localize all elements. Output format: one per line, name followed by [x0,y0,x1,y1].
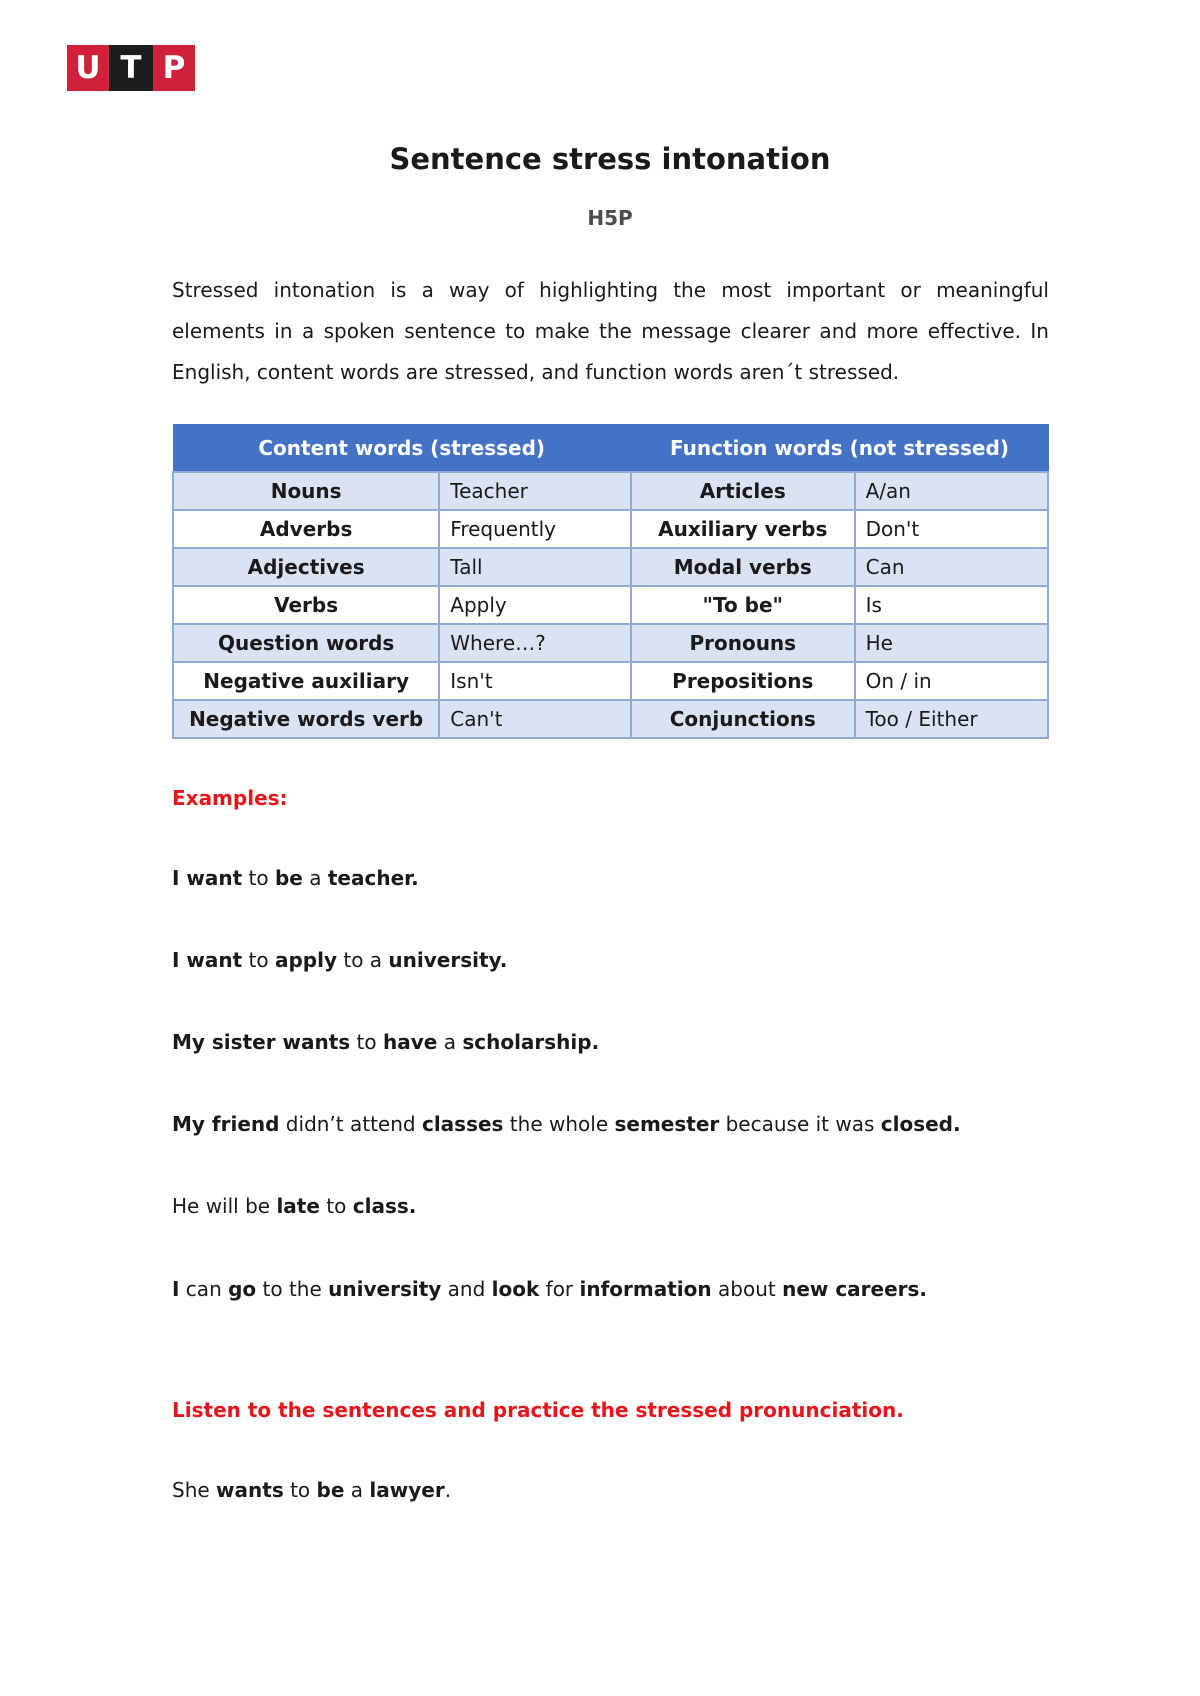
table-header-row [173,424,1048,472]
stressed-word: wants [216,1478,284,1502]
stressed-word: I want [172,866,243,890]
function-example-cell: Is [855,586,1048,624]
function-example-cell: Don't [855,510,1048,548]
stressed-word: look [491,1277,540,1301]
function-category-cell: Prepositions [631,662,855,700]
stressed-word: teacher. [327,866,419,890]
content-category-cell: Adverbs [173,510,439,548]
stressed-word: have [383,1030,438,1054]
example-sentence [172,1030,599,1054]
unstressed-word: the whole [503,1112,615,1136]
function-category-cell: Conjunctions [631,700,855,738]
unstressed-word: because it was [719,1112,881,1136]
function-example-cell: A/an [855,472,1048,510]
table-row [173,510,1048,548]
table-row [173,586,1048,624]
content-words-header: Content words (stressed) [173,424,631,472]
stressed-word: university [328,1277,442,1301]
examples-heading: Examples: [172,786,288,810]
content-category-cell: Negative auxiliary [173,662,439,700]
example-sentence [172,1194,416,1218]
content-example-cell: Can't [439,700,631,738]
unstressed-word: to a [337,948,389,972]
stressed-word: information [579,1277,712,1301]
stressed-word: classes [421,1112,504,1136]
unstressed-word: a [437,1030,463,1054]
example-sentence [172,948,507,972]
unstressed-word: to the [256,1277,329,1301]
content-category-cell: Adjectives [173,548,439,586]
table-row [173,548,1048,586]
unstressed-word: He will be [172,1194,277,1218]
unstressed-word: didn’t attend [279,1112,422,1136]
table-row [173,700,1048,738]
unstressed-word: to [283,1478,317,1502]
stressed-word: closed. [880,1112,961,1136]
function-category-cell: Modal verbs [631,548,855,586]
content-example-cell: Tall [439,548,631,586]
table-row [173,624,1048,662]
unstressed-word: to [350,1030,383,1054]
unstressed-word: to [319,1194,353,1218]
function-example-cell: Too / Either [855,700,1048,738]
unstressed-word: She [172,1478,217,1502]
function-category-cell: Articles [631,472,855,510]
stressed-word: My sister wants [172,1030,351,1054]
content-example-cell: Isn't [439,662,631,700]
logo-letter-p: P [153,45,195,91]
function-example-cell: He [855,624,1048,662]
stressed-word: lawyer [369,1478,445,1502]
stressed-word: new careers. [782,1277,928,1301]
unstressed-word: can [179,1277,229,1301]
content-category-cell: Nouns [173,472,439,510]
unstressed-word: . [444,1478,452,1502]
page-subtitle: H5P [587,206,633,230]
stressed-word: late [276,1194,320,1218]
stressed-word: apply [274,948,338,972]
example-sentence [172,1112,961,1136]
stressed-word: I [172,1277,180,1301]
stressed-word: be [274,866,303,890]
unstressed-word: to [242,866,275,890]
function-category-cell: Auxiliary verbs [631,510,855,548]
table-row [173,662,1048,700]
logo-letter-t: T [109,45,153,91]
unstressed-word: a [344,1478,370,1502]
content-category-cell: Verbs [173,586,439,624]
stressed-word: university. [388,948,508,972]
function-example-cell: Can [855,548,1048,586]
function-words-header: Function words (not stressed) [631,424,1048,472]
unstressed-word: and [441,1277,492,1301]
content-category-cell: Question words [173,624,439,662]
practice-sentence [172,1478,451,1502]
content-example-cell: Apply [439,586,631,624]
function-category-cell: "To be" [631,586,855,624]
stressed-word: class. [352,1194,417,1218]
content-example-cell: Where…? [439,624,631,662]
intro-paragraph: Stressed intonation is a way of highlighting the most important or meaningful elements in a spoken sentence to make the message clearer and more effective. In English, content words are stressed, and function words aren´t stressed. [172,278,1049,384]
logo-letter-u: U [67,45,109,91]
stressed-word: scholarship. [462,1030,600,1054]
stressed-word: semester [614,1112,720,1136]
unstressed-word: to [242,948,275,972]
content-example-cell: Teacher [439,472,631,510]
utp-logo [67,45,195,91]
table-row [173,472,1048,510]
content-example-cell: Frequently [439,510,631,548]
example-sentence [172,1277,927,1301]
unstressed-word: for [539,1277,580,1301]
stressed-word: go [228,1277,257,1301]
unstressed-word: a [302,866,328,890]
stressed-word: My friend [172,1112,280,1136]
stressed-word: be [316,1478,345,1502]
function-category-cell: Pronouns [631,624,855,662]
function-example-cell: On / in [855,662,1048,700]
word-stress-table [172,424,1049,739]
page-title: Sentence stress intonation [389,142,831,176]
stressed-word: I want [172,948,243,972]
unstressed-word: about [711,1277,783,1301]
content-category-cell: Negative words verb [173,700,439,738]
example-sentence [172,866,419,890]
listen-instruction: Listen to the sentences and practice the stressed pronunciation. [172,1398,904,1422]
